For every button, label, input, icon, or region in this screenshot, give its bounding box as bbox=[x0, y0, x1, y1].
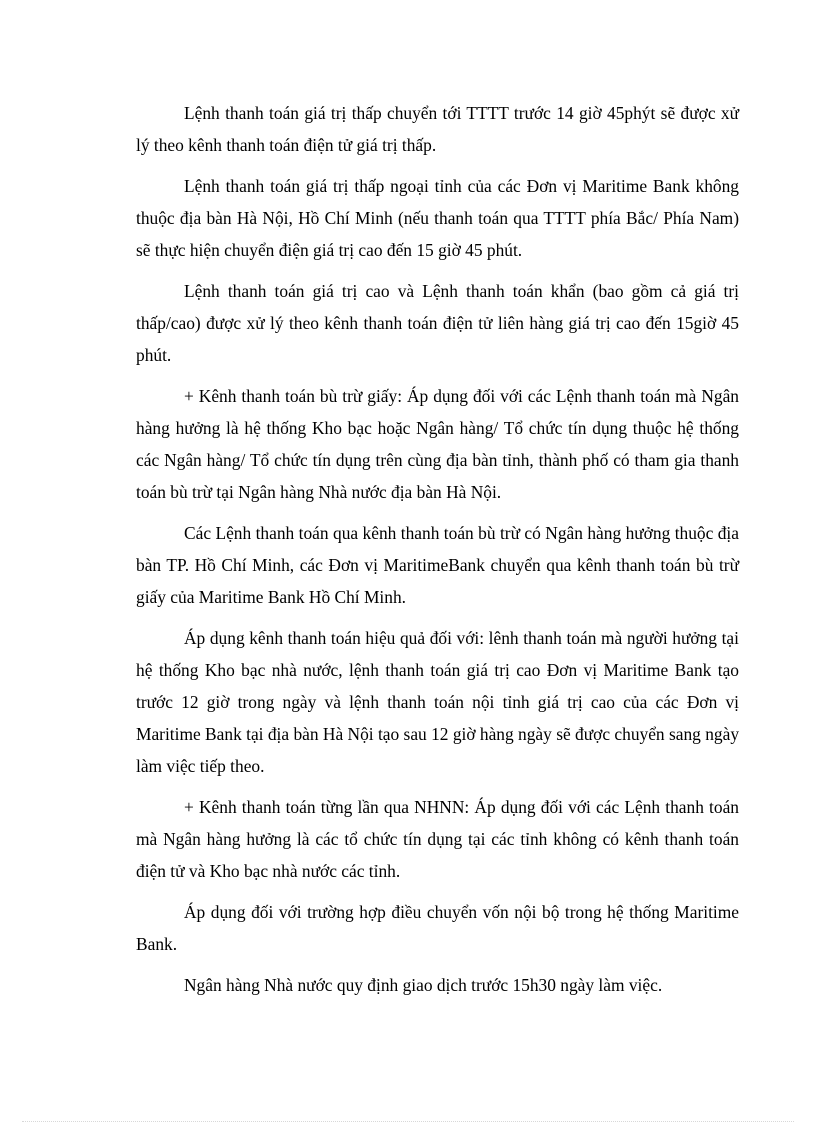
paragraph-paper-clearing-channel: + Kênh thanh toán bù trừ giấy: Áp dụng đối với các Lệnh thanh toán mà Ngân hàng hưởng là hệ thống Kho bạc hoặc Ngân hàng/ Tổ chức tín dụng thuộc hệ thống các Ngân hàng/ Tổ chức tín dụng trên cùng địa bàn tỉnh, thành phố có tham gia thanh toán bù trừ tại Ngân hàng Nhà nước địa bàn Hà Nội. bbox=[136, 386, 739, 502]
paragraph-out-of-province-low-value: Lệnh thanh toán giá trị thấp ngoại tỉnh của các Đơn vị Maritime Bank không thuộc địa bàn Hà Nội, Hồ Chí Minh (nếu thanh toán qua TTTT phía Bắc/ Phía Nam) sẽ thực hiện chuyển điện giá trị cao đến 15 giờ 45 phút. bbox=[136, 176, 739, 260]
paragraph-per-transaction-channel: + Kênh thanh toán từng lần qua NHNN: Áp dụng đối với các Lệnh thanh toán mà Ngân hàng hưởng là các tổ chức tín dụng tại các tỉnh không có kênh thanh toán điện tử và Kho bạc nhà nước các tỉnh. bbox=[136, 797, 739, 881]
paragraph-high-value-urgent: Lệnh thanh toán giá trị cao và Lệnh thanh toán khẩn (bao gồm cả giá trị thấp/cao) được xử lý theo kênh thanh toán điện tử liên hàng giá trị cao đến 15giờ 45 phút. bbox=[136, 281, 739, 365]
page-bottom-divider bbox=[22, 1121, 794, 1122]
paragraph-low-value-deadline: Lệnh thanh toán giá trị thấp chuyển tới TTTT trước 14 giờ 45phýt sẽ được xử lý theo kênh thanh toán điện tử giá trị thấp. bbox=[136, 103, 739, 155]
paragraph-state-bank-deadline: Ngân hàng Nhà nước quy định giao dịch trước 15h30 ngày làm việc. bbox=[184, 975, 663, 995]
paragraph-internal-transfer: Áp dụng đối với trường hợp điều chuyển vốn nội bộ trong hệ thống Maritime Bank. bbox=[136, 902, 739, 954]
paragraph-effective-channel: Áp dụng kênh thanh toán hiệu quả đối với: lênh thanh toán mà người hưởng tại hệ thống Kho bạc nhà nước, lệnh thanh toán giá trị cao Đơn vị Maritime Bank tạo trước 12 giờ trong ngày và lệnh thanh toán nội tỉnh giá trị cao của các Đơn vị Maritime Bank tại địa bàn Hà Nội tạo sau 12 giờ hàng ngày sẽ được chuyển sang ngày làm việc tiếp theo. bbox=[136, 628, 740, 776]
paragraph-hcm-clearing: Các Lệnh thanh toán qua kênh thanh toán bù trừ có Ngân hàng hưởng thuộc địa bàn TP. Hồ Chí Minh, các Đơn vị MaritimeBank chuyển qua kênh thanh toán bù trừ giấy của Maritime Bank Hồ Chí Minh. bbox=[136, 523, 739, 607]
document-body bbox=[136, 97, 739, 1010]
